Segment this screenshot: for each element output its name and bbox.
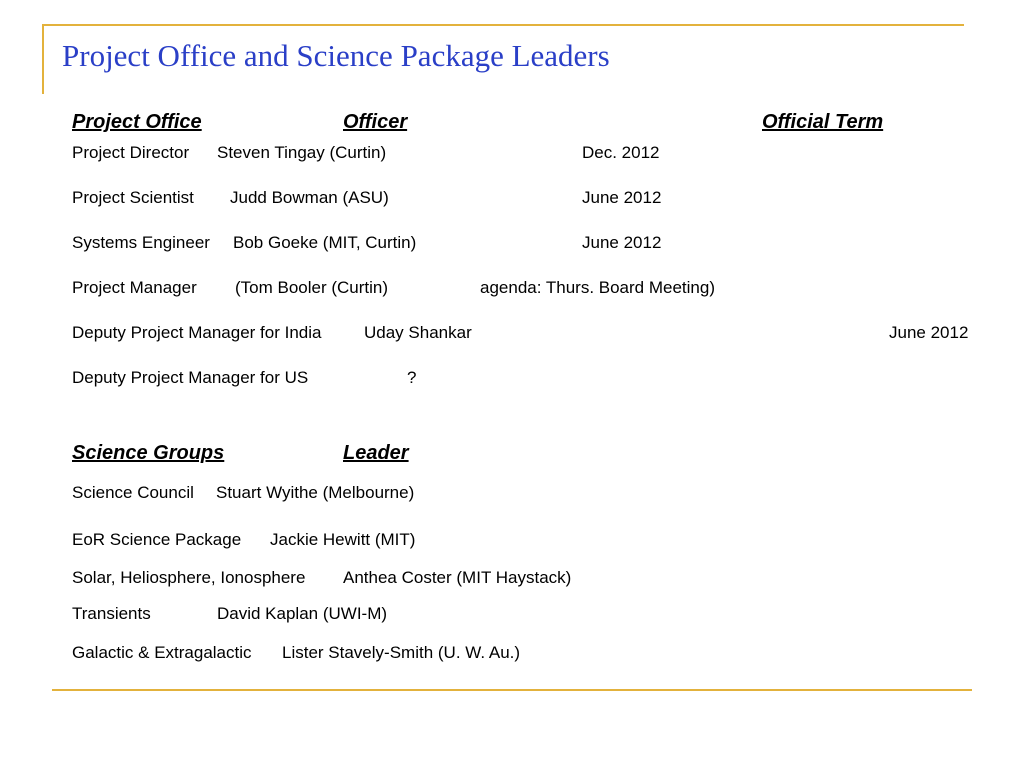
group-cell: Solar, Heliosphere, Ionosphere [72, 568, 306, 587]
leader-cell: Lister Stavely-Smith (U. W. Au.) [282, 643, 521, 662]
term-cell: June 2012 [582, 233, 662, 252]
role-cell: Project Director [72, 143, 190, 162]
leader-cell: David Kaplan (UWI-M) [217, 604, 388, 623]
term-cell: Dec. 2012 [582, 143, 660, 162]
header-official-term: Official Term [762, 111, 884, 133]
header-project-office: Project Office [72, 111, 202, 133]
group-cell: Science Council [72, 483, 194, 502]
header-leader: Leader [343, 442, 409, 464]
frame-top-rule [42, 24, 964, 26]
leader-cell: Jackie Hewitt (MIT) [270, 530, 416, 549]
role-cell: Deputy Project Manager for India [72, 323, 322, 342]
header-officer: Officer [343, 111, 408, 133]
role-cell: Project Scientist [72, 188, 194, 207]
group-cell: EoR Science Package [72, 530, 242, 549]
role-cell: Deputy Project Manager for US [72, 368, 309, 387]
leader-cell: Anthea Coster (MIT Haystack) [343, 568, 572, 587]
officer-cell: Uday Shankar [364, 323, 472, 342]
role-cell: Systems Engineer [72, 233, 210, 252]
term-cell: June 2012 [889, 323, 969, 342]
officer-cell: Bob Goeke (MIT, Curtin) [233, 233, 417, 252]
frame-left-rule [42, 24, 44, 94]
group-cell: Transients [72, 604, 151, 623]
term-cell: June 2012 [582, 188, 662, 207]
group-cell: Galactic & Extragalactic [72, 643, 252, 662]
leader-cell: Stuart Wyithe (Melbourne) [216, 483, 415, 502]
officer-cell: ? [407, 368, 417, 387]
term-cell: agenda: Thurs. Board Meeting) [480, 278, 715, 297]
role-cell: Project Manager [72, 278, 197, 297]
frame-bottom-rule [52, 689, 972, 691]
header-science-groups: Science Groups [72, 442, 225, 464]
slide-title: Project Office and Science Package Leaders [62, 38, 610, 73]
officer-cell: Judd Bowman (ASU) [230, 188, 389, 207]
officer-cell: (Tom Booler (Curtin) [235, 278, 389, 297]
officer-cell: Steven Tingay (Curtin) [217, 143, 387, 162]
